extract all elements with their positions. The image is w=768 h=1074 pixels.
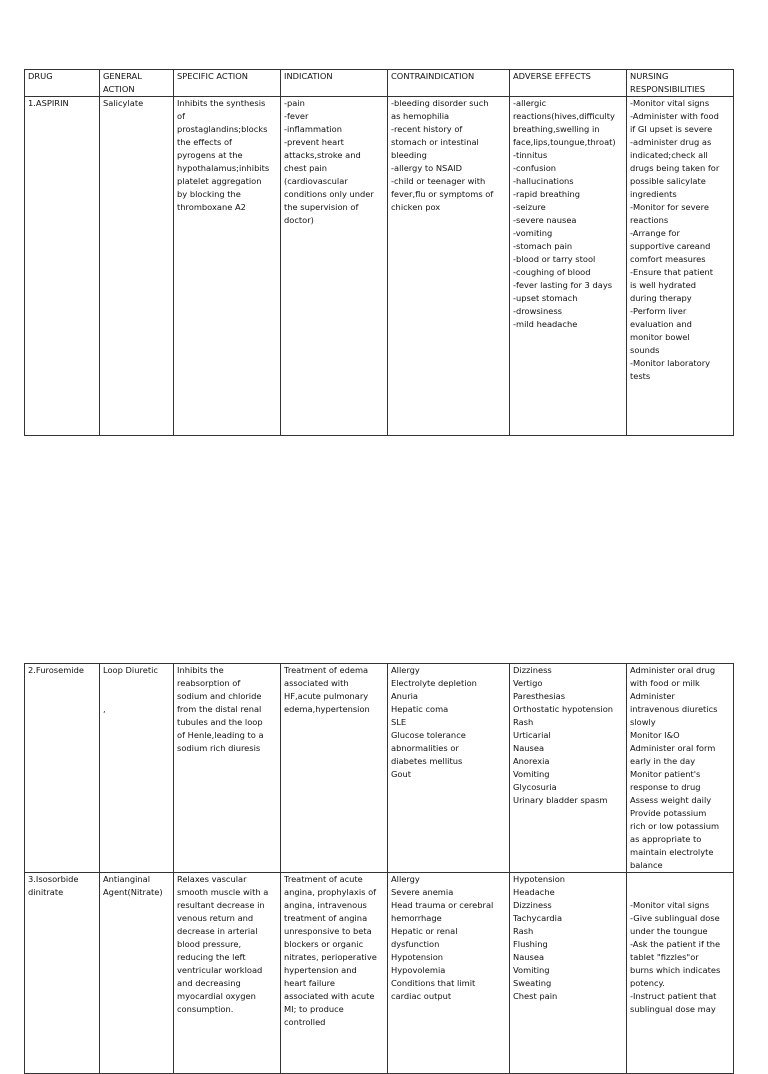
header-adverse-effects: ADVERSE EFFECTS [510,70,627,97]
cell-contraindication: Allergy Electrolyte depletion Anuria Hepatic coma SLE Glucose tolerance abnormalities or diabetes mellitus Gout [388,664,510,873]
cell-drug: 2.Furosemide [25,664,100,873]
cell-general-action: Salicylate [100,97,174,436]
cell-indication: Treatment of acute angina, prophylaxis of angina, intravenous treatment of angina unresponsive to beta blockers or organic nitrates, perioperative hypertension and heart failure associated with acute MI; to produce controlled [281,873,388,1074]
cell-indication: -pain -fever -inflammation -prevent heart attacks,stroke and chest pain (cardiovascular conditions only under the supervision of doctor) [281,97,388,436]
header-nursing-responsibilities: NURSING RESPONSIBILITIES [627,70,734,97]
cell-drug: 1.ASPIRIN [25,97,100,436]
header-drug: DRUG [25,70,100,97]
table-header-row [25,70,734,97]
table-row [25,97,734,436]
table-row [25,873,734,1074]
cell-indication: Treatment of edema associated with HF,acute pulmonary edema,hypertension [281,664,388,873]
cell-adverse-effects: Dizziness Vertigo Paresthesias Orthostatic hypotension Rash Urticarial Nausea Anorexia Vomiting Glycosuria Urinary bladder spasm [510,664,627,873]
cell-adverse-effects: -allergic reactions(hives,difficulty breathing,swelling in face,lips,toungue,throat) -tinnitus -confusion -hallucinations -rapid breathing -seizure -severe nausea -vomiting -stomach pain -blood or tarry stool -coughing of blood -fever lasting for 3 days -upset stomach -drowsiness -mild headache [510,97,627,436]
cell-nursing-responsibilities: -Monitor vital signs -Give sublingual dose under the toungue -Ask the patient if the tablet "fizzles"or burns which indicates potency. -Instruct patient that sublingual dose may [627,873,734,1074]
cell-general-action: Antianginal Agent(Nitrate) [100,873,174,1074]
cell-specific-action: Inhibits the reabsorption of sodium and chloride from the distal renal tubules and the loop of Henle,leading to a sodium rich diuresis [174,664,281,873]
cell-drug: 3.Isosorbide dinitrate [25,873,100,1074]
cell-general-action: Loop Diuretic , [100,664,174,873]
drug-table-page-2 [24,663,734,1074]
cell-nursing-responsibilities: -Monitor vital signs -Administer with food if GI upset is severe -administer drug as indicated;check all drugs being taken for possible salicylate ingredients -Monitor for severe reactions -Arrange for supportive careand comfort measures -Ensure that patient is well hydrated during therapy -Perform liver evaluation and monitor bowel sounds -Monitor laboratory tests [627,97,734,436]
cell-contraindication: Allergy Severe anemia Head trauma or cerebral hemorrhage Hepatic or renal dysfunction Hypotension Hypovolemia Conditions that limit cardiac output [388,873,510,1074]
cell-nursing-responsibilities: Administer oral drug with food or milk Administer intravenous diuretics slowly Monitor I&O Administer oral form early in the day Monitor patient's response to drug Assess weight daily Provide potassium rich or low potassium as appropriate to maintain electrolyte balance [627,664,734,873]
header-general-action: GENERAL ACTION [100,70,174,97]
drug-table-page-1 [24,69,734,436]
cell-adverse-effects: Hypotension Headache Dizziness Tachycardia Rash Flushing Nausea Vomiting Sweating Chest pain [510,873,627,1074]
cell-contraindication: -bleeding disorder such as hemophilia -recent history of stomach or intestinal bleeding -allergy to NSAID -child or teenager with fever,flu or symptoms of chicken pox [388,97,510,436]
cell-specific-action: Relaxes vascular smooth muscle with a resultant decrease in venous return and decrease in arterial blood pressure, reducing the left ventricular workload and decreasing myocardial oxygen consumption. [174,873,281,1074]
table-row [25,664,734,873]
cell-specific-action: Inhibits the synthesis of prostaglandins;blocks the effects of pyrogens at the hypothalamus;inhibits platelet aggregation by blocking the thromboxane A2 [174,97,281,436]
header-indication: INDICATION [281,70,388,97]
header-contraindication: CONTRAINDICATION [388,70,510,97]
header-specific-action: SPECIFIC ACTION [174,70,281,97]
